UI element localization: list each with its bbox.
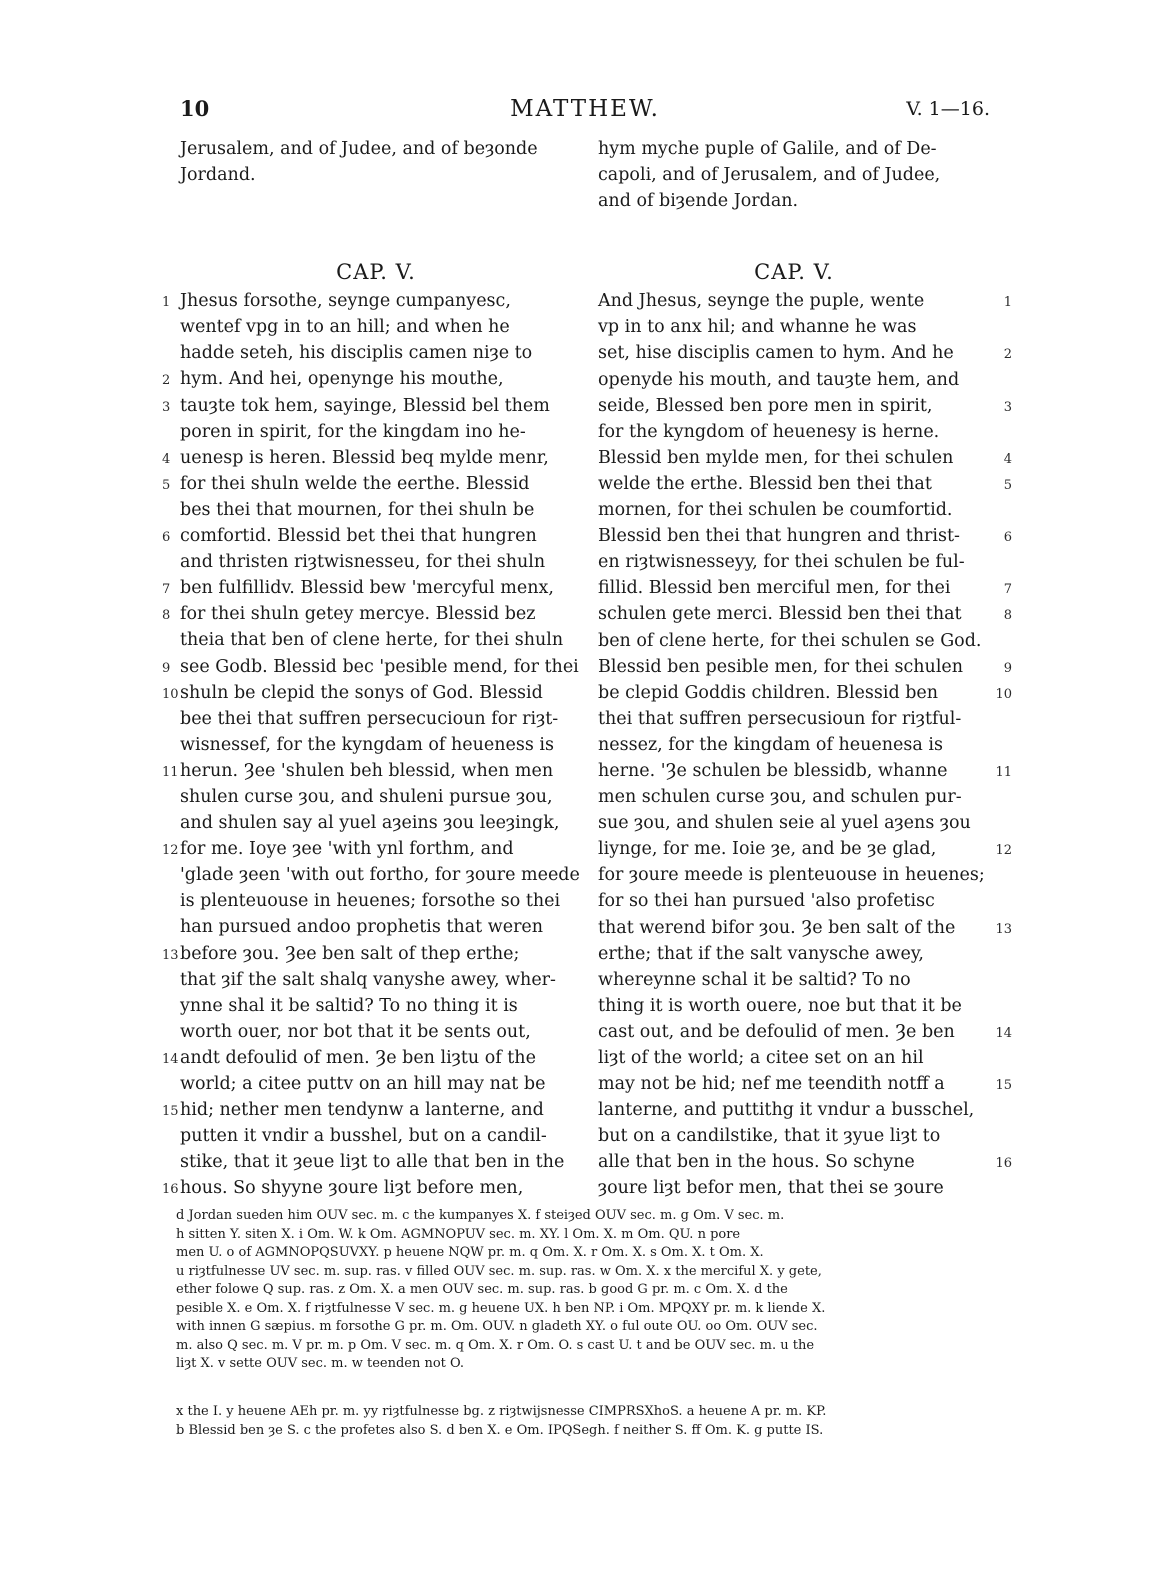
verse-line	[598, 654, 1012, 680]
verse-line	[162, 758, 572, 784]
verse-number: 3	[1003, 399, 1012, 415]
verse-line	[598, 523, 1012, 549]
verse-line	[598, 680, 1012, 706]
verse-text: tauȝte tok hem, sayinge, Blessid bel them	[180, 395, 550, 416]
verse-text: welde the erthe. Blessid ben thei that	[598, 473, 932, 494]
verse-number: 9	[1003, 660, 1012, 676]
verse-text: for thei shuln welde the eerthe. Blessid	[180, 473, 530, 494]
verse-line	[162, 445, 572, 471]
verse-number: 8	[1003, 608, 1012, 624]
verse-text: ȝoure liȝt befor men, that thei se ȝoure	[598, 1178, 944, 1199]
verse-line	[598, 314, 990, 340]
verse-text: for thei shuln getey mercye. Blessid bez	[180, 604, 536, 625]
verse-line	[598, 1097, 990, 1123]
verse-number: 9	[162, 660, 171, 676]
verse-number: 16	[162, 1182, 179, 1198]
footnote-line: x the I. y heuene AEh pr. m. yy riȝtfulnesse bg. z riȝtwijsnesse CIMPRSXhoS. a heuene A pr. m. KP.	[176, 1404, 827, 1419]
verse-text: men schulen curse ȝou, and schulen pur-	[598, 787, 962, 808]
verse-line	[598, 471, 1012, 497]
footnote-line: h sitten Y. siten X. i Om. W. k Om. AGMNOPUV sec. m. XY. l Om. X. m Om. QU. n pore	[176, 1226, 741, 1242]
page-header	[180, 96, 990, 132]
verse-line	[180, 784, 572, 810]
verse-number: 8	[162, 608, 171, 624]
verse-line	[180, 810, 572, 836]
verse-line	[162, 288, 572, 314]
verse-text: for me. Ioye ȝee 'with ynl forthm, and	[180, 839, 514, 860]
verse-line	[598, 288, 1012, 314]
verse-text: lanterne, and puttithg it vndur a busschel,	[598, 1100, 975, 1121]
verse-line	[180, 862, 580, 888]
verse-line	[180, 549, 572, 575]
verse-line	[162, 601, 572, 627]
right-intro	[598, 136, 990, 214]
verse-text: theia that ben of clene herte, for thei shuln	[180, 630, 564, 651]
right-verses	[598, 288, 1012, 1201]
verse-number: 7	[1003, 582, 1012, 598]
verse-text: andt defoulid of men. Ȝe ben liȝtu of the	[180, 1047, 536, 1068]
verse-number: 3	[162, 399, 171, 415]
verse-text: wentef vpg in to an hill; and when he	[180, 317, 510, 338]
verse-line	[180, 627, 572, 653]
verse-text: And Jhesus, seynge the puple, wente	[598, 291, 925, 312]
verse-number: 11	[162, 764, 179, 780]
verse-text: Blessid ben mylde men, for thei schulen	[598, 447, 954, 468]
verse-line	[598, 1071, 1012, 1097]
verse-number: 1	[1003, 295, 1012, 311]
verse-line	[180, 419, 572, 445]
verse-number: 12	[162, 843, 179, 859]
verse-line	[598, 367, 990, 393]
verse-line	[598, 810, 990, 836]
verse-number: 15	[162, 1104, 179, 1120]
verse-line	[598, 340, 1012, 366]
verse-number: 4	[1003, 451, 1012, 467]
verse-text: and thristen riȝtwisnesseu, for thei shuln	[180, 552, 546, 573]
verse-line	[180, 314, 572, 340]
verse-number: 5	[1003, 477, 1012, 493]
page-number: 10	[180, 96, 210, 121]
footnote-line: liȝt X. v sette OUV sec. m. w teenden not O.	[176, 1356, 465, 1371]
verse-line	[162, 1175, 572, 1201]
verse-text: wisnessef, for the kyngdam of heueness is	[180, 734, 554, 755]
verse-line	[598, 941, 990, 967]
footnote-line: ether folowe Q sup. ras. z Om. X. a men OUV sec. m. sup. ras. b good G pr. m. c Om. X. d the	[176, 1282, 788, 1297]
verse-line	[180, 340, 572, 366]
verse-line	[598, 706, 990, 732]
verse-line	[598, 601, 1012, 627]
verse-line	[598, 1175, 990, 1201]
verse-line	[162, 1097, 572, 1123]
verse-line	[598, 836, 1012, 862]
verse-text: cast out, and be defoulid of men. Ȝe ben	[598, 1021, 955, 1042]
verse-line	[598, 628, 990, 654]
verse-line	[180, 732, 572, 758]
verse-text: erthe; that if the salt vanysche awey,	[598, 943, 924, 964]
chapter-heading: CAP. V.	[754, 260, 834, 285]
verse-text: that werend bifor ȝou. Ȝe ben salt of the	[598, 917, 956, 938]
verse-text: thing it is worth ouere, noe but that it be	[598, 995, 962, 1016]
verse-number: 7	[162, 582, 171, 598]
verse-text: han pursued andoo prophetis that weren	[180, 917, 544, 938]
verse-line	[598, 445, 1012, 471]
verse-text: herun. Ȝee 'shulen beh blessid, when men	[180, 760, 554, 781]
verse-number: 13	[162, 947, 179, 963]
verse-line	[162, 471, 572, 497]
verse-number: 1	[162, 295, 171, 311]
verse-line	[598, 575, 1012, 601]
verse-line	[180, 1071, 572, 1097]
verse-text: be clepid Goddis children. Blessid ben	[598, 682, 939, 703]
verse-text: comfortid. Blessid bet thei that hungren	[180, 526, 537, 547]
verse-line	[598, 784, 990, 810]
verse-text: worth ouer, nor bot that it be sents out,	[180, 1021, 531, 1042]
verse-number: 13	[995, 921, 1012, 937]
verse-text: for ȝoure meede is plenteuouse in heuenes;	[598, 865, 985, 886]
running-title: MATTHEW.	[510, 96, 660, 122]
verse-line	[180, 1149, 572, 1175]
verse-line	[598, 1123, 990, 1149]
verse-text: before ȝou. Ȝee ben salt of thep erthe;	[180, 943, 520, 964]
verse-line	[598, 732, 990, 758]
intro-line: capoli, and of Jerusalem, and of Judee,	[598, 165, 941, 186]
verse-text: liȝt of the world; a citee set on an hil	[598, 1048, 924, 1068]
verse-text: hid; nether men tendynw a lanterne, and	[180, 1100, 544, 1121]
verse-text: and shulen say al yuel aȝeins ȝou leeȝingk,	[180, 813, 560, 834]
verse-text: poren in spirit, for the kingdam ino he-	[180, 421, 526, 442]
verse-line	[180, 1019, 572, 1045]
verse-line	[598, 497, 990, 523]
verse-line	[180, 706, 572, 732]
verse-range: V. 1—16.	[906, 98, 990, 120]
verse-text: ben fulfillidv. Blessid bew 'mercyful menx,	[180, 578, 554, 599]
verse-line	[598, 862, 990, 888]
left-column	[162, 136, 580, 1201]
verse-line	[162, 654, 579, 680]
footnote-line: men U. o of AGMNOPQSUVXY. p heuene NQW pr. m. q Om. X. r Om. X. s Om. X. t Om. X.	[176, 1245, 764, 1260]
verse-text: putten it vndir a busshel, but on a candil-	[180, 1126, 547, 1147]
verse-line	[162, 523, 572, 549]
verse-text: shulen curse ȝou, and shuleni pursue ȝou,	[180, 786, 553, 807]
verse-line	[598, 1019, 1012, 1045]
footnote-line: d Jordan sueden him OUV sec. m. c the kumpanyes X. f steiȝed OUV sec. m. g Om. V sec. m.	[176, 1208, 785, 1223]
left-verses	[162, 288, 580, 1201]
verse-line	[162, 680, 572, 706]
verse-text: hous. So shyyne ȝoure liȝt before men,	[180, 1178, 524, 1199]
verse-text: bes thei that mournen, for thei shuln be	[180, 499, 535, 520]
verse-line	[598, 393, 1012, 419]
verse-number: 6	[162, 530, 171, 546]
verse-line	[180, 1123, 572, 1149]
verse-line	[598, 993, 990, 1019]
verse-text: ben of clene herte, for thei schulen se God.	[598, 630, 982, 651]
verse-text: shuln be clepid the sonys of God. Blessid	[180, 682, 543, 703]
footnote-line: with innen G sæpius. m forsothe G pr. m. Om. OUV. n gladeth XY. o ful oute OU. oo Om. OUV sec.	[176, 1319, 818, 1334]
left-intro	[180, 136, 572, 188]
verse-text: alle that ben in the hous. So schyne	[598, 1152, 915, 1173]
verse-line	[180, 914, 572, 940]
intro-line: hym myche puple of Galile, and of De-	[598, 139, 937, 159]
verse-line	[598, 967, 990, 993]
verse-line	[180, 497, 572, 523]
verse-text: ynne shal it be saltid? To no thing it is	[180, 995, 518, 1016]
verse-line	[180, 967, 572, 993]
verse-text: for the kyngdom of heuenesy is herne.	[598, 421, 940, 442]
verse-text: thei that suffren persecusioun for riȝtful-	[598, 708, 962, 729]
verse-text: for so thei han pursued 'also profetisc	[598, 891, 935, 912]
verse-number: 10	[995, 686, 1012, 702]
verse-line	[162, 1045, 572, 1071]
verse-line	[598, 419, 990, 445]
verse-text: see Godb. Blessid bec 'pesible mend, for thei	[180, 656, 579, 677]
verse-line	[162, 836, 572, 862]
footnote-line: b Blessid ben ȝe S. c the profetes also S. d ben X. e Om. IPQSegh. f neither S. ff Om. K. g putte IS.	[176, 1422, 824, 1438]
verse-text: but on a candilstike, that it ȝyue liȝt to	[598, 1126, 941, 1147]
verse-number: 4	[162, 451, 171, 467]
verse-text: nessez, for the kingdam of heuenesa is	[598, 734, 943, 755]
footnote-line: u riȝtfulnesse UV sec. m. sup. ras. v filled OUV sec. m. sup. ras. w Om. X. x the merciful X. y gete,	[176, 1263, 822, 1279]
verse-number: 15	[995, 1078, 1012, 1094]
verse-number: 6	[1003, 530, 1012, 546]
verse-text: openyde his mouth, and tauȝte hem, and	[598, 369, 960, 390]
footnote-line: m. also Q sec. m. V pr. m. p Om. V sec. m. q Om. X. r Om. O. s cast U. t and be OUV sec. m. u the	[176, 1337, 815, 1353]
verse-line	[598, 888, 990, 914]
right-column	[598, 136, 1012, 1202]
footnote-line: pesible X. e Om. X. f riȝtfulnesse V sec. m. g heuene UX. h ben NP. i Om. MPQXY pr. m. k liende X.	[176, 1300, 826, 1316]
verse-line	[162, 366, 572, 392]
verse-text: seide, Blessed ben pore men in spirit,	[598, 395, 933, 416]
intro-line: Jordand.	[180, 165, 256, 186]
verse-text: world; a citee puttv on an hill may nat be	[180, 1074, 546, 1094]
verse-text: herne. 'Ȝe schulen be blessidb, whanne	[598, 760, 948, 781]
verse-number: 11	[995, 764, 1012, 780]
verse-line	[598, 915, 1012, 941]
verse-number: 5	[162, 477, 171, 493]
verse-number: 14	[995, 1025, 1012, 1041]
footnotes-secondary	[176, 1403, 996, 1440]
verse-line	[598, 549, 990, 575]
verse-line	[180, 888, 572, 914]
verse-line	[162, 393, 572, 419]
verse-number: 2	[1003, 347, 1012, 363]
verse-text: uenesp is heren. Blessid beq mylde menr,	[180, 447, 549, 468]
verse-text: liynge, for me. Ioie ȝe, and be ȝe glad,	[598, 839, 937, 860]
verse-text: may not be hid; nef me teendith notff a	[598, 1074, 945, 1095]
verse-text: hym. And hei, openynge his mouthe,	[180, 369, 504, 390]
verse-line	[598, 1149, 1012, 1175]
verse-text: stike, that it ȝeue liȝt to alle that ben in the	[180, 1152, 565, 1173]
verse-text: whereynne schal it be saltid? To no	[598, 969, 911, 990]
verse-number: 14	[162, 1051, 179, 1067]
verse-text: that ȝif the salt shalq vanyshe awey, wher-	[180, 969, 556, 990]
intro-line: and of biȝende Jordan.	[598, 191, 799, 212]
verse-text: hadde seteh, his disciplis camen niȝe to	[180, 343, 533, 364]
verse-line	[162, 941, 572, 967]
verse-number: 10	[162, 686, 179, 702]
verse-text: en riȝtwisnesseyy, for thei schulen be ful-	[598, 552, 965, 573]
verse-number: 16	[995, 1156, 1012, 1172]
verse-text: fillid. Blessid ben merciful men, for thei	[598, 578, 951, 599]
verse-text: sue ȝou, and shulen seie al yuel aȝens ȝou	[598, 813, 971, 834]
intro-line: Jerusalem, and of Judee, and of beȝonde	[180, 139, 538, 159]
verse-text: Blessid ben thei that hungren and thrist-	[598, 526, 960, 547]
verse-number: 2	[162, 373, 171, 389]
verse-text: schulen gete merci. Blessid ben thei that	[598, 604, 962, 625]
verse-text: Jhesus forsothe, seynge cumpanyesc,	[180, 291, 511, 312]
verse-text: vp in to anx hil; and whanne he was	[598, 317, 917, 338]
verse-text: 'glade ȝeen 'with out fortho, for ȝoure meede	[180, 865, 580, 886]
verse-line	[598, 758, 1012, 784]
footnotes-variants	[176, 1207, 996, 1374]
verse-line	[598, 1045, 990, 1071]
verse-text: set, hise disciplis camen to hym. And he	[598, 343, 954, 364]
verse-number: 12	[995, 843, 1012, 859]
verse-line	[180, 993, 572, 1019]
verse-text: mornen, for thei schulen be coumfortid.	[598, 500, 953, 521]
chapter-heading: CAP. V.	[336, 260, 416, 285]
verse-line	[162, 575, 572, 601]
verse-text: Blessid ben pesible men, for thei schulen	[598, 656, 964, 677]
verse-text: is plenteuouse in heuenes; forsothe so thei	[180, 891, 561, 912]
verse-text: bee thei that suffren persecucioun for riȝt-	[180, 708, 559, 729]
